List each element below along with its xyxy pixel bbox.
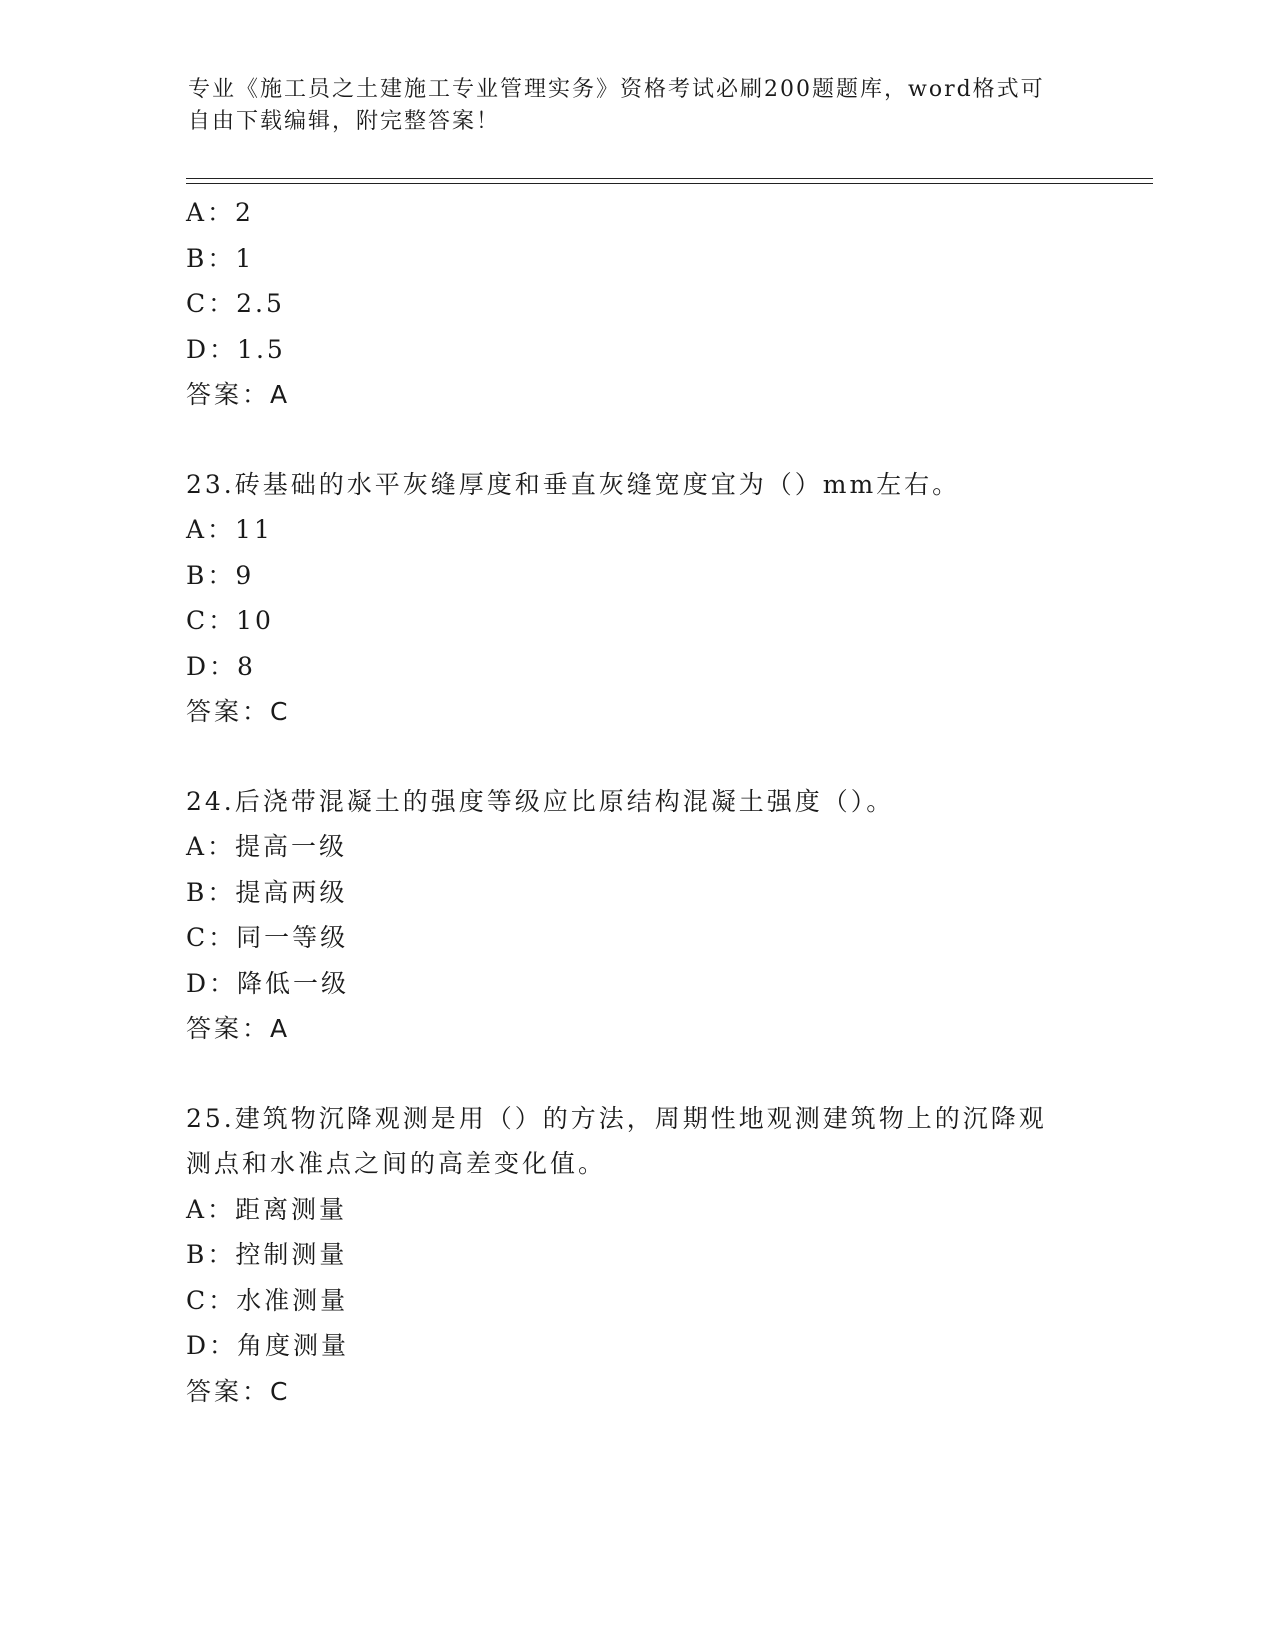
question-block-23 xyxy=(186,462,1146,735)
option-b: B：9 xyxy=(186,560,255,590)
option-b: B：1 xyxy=(186,243,255,273)
question-block-22 xyxy=(186,190,1146,418)
option-c: C：2.5 xyxy=(186,289,285,318)
question-block-24 xyxy=(186,779,1146,1052)
option-a: A：提高一级 xyxy=(186,832,348,861)
answer: 答案：C xyxy=(186,1376,291,1406)
option-c: C：同一等级 xyxy=(186,923,349,952)
question-text-line-1: 25.建筑物沉降观测是用（）的方法，周期性地观测建筑物上的沉降观 xyxy=(186,1103,1047,1133)
question-block-25 xyxy=(186,1096,1146,1415)
question-text: 24.后浇带混凝土的强度等级应比原结构混凝土强度（）。 xyxy=(186,786,895,816)
header-line-2: 自由下载编辑，附完整答案！ xyxy=(188,109,501,134)
option-a: A：2 xyxy=(186,198,254,227)
answer: 答案：A xyxy=(186,1014,291,1043)
block-spacer xyxy=(186,735,1146,779)
question-text: 23.砖基础的水平灰缝厚度和垂直灰缝宽度宜为（）mm左右。 xyxy=(186,469,961,499)
header-line-1: 专业《施工员之土建施工专业管理实务》资格考试必刷200题题库，word格式可 xyxy=(188,77,1045,102)
option-a: A：11 xyxy=(186,515,273,544)
option-d: D：8 xyxy=(186,651,256,681)
header-rule-top xyxy=(186,178,1153,179)
option-d: D：角度测量 xyxy=(186,1331,350,1360)
option-d: D：1.5 xyxy=(186,334,286,364)
option-b: B：控制测量 xyxy=(186,1240,348,1269)
answer: 答案：A xyxy=(186,380,291,409)
option-a: A：距离测量 xyxy=(186,1194,348,1224)
option-c: C：10 xyxy=(186,606,274,635)
block-spacer xyxy=(186,418,1146,462)
option-b: B：提高两级 xyxy=(186,877,348,907)
block-spacer xyxy=(186,1052,1146,1096)
document-header xyxy=(188,74,1088,138)
answer: 答案：C xyxy=(186,697,291,726)
option-c: C：水准测量 xyxy=(186,1285,349,1315)
option-d: D：降低一级 xyxy=(186,968,350,998)
question-list xyxy=(186,190,1146,1414)
header-rule-bottom xyxy=(186,183,1153,184)
question-text-line-2: 测点和水准点之间的高差变化值。 xyxy=(186,1149,607,1178)
